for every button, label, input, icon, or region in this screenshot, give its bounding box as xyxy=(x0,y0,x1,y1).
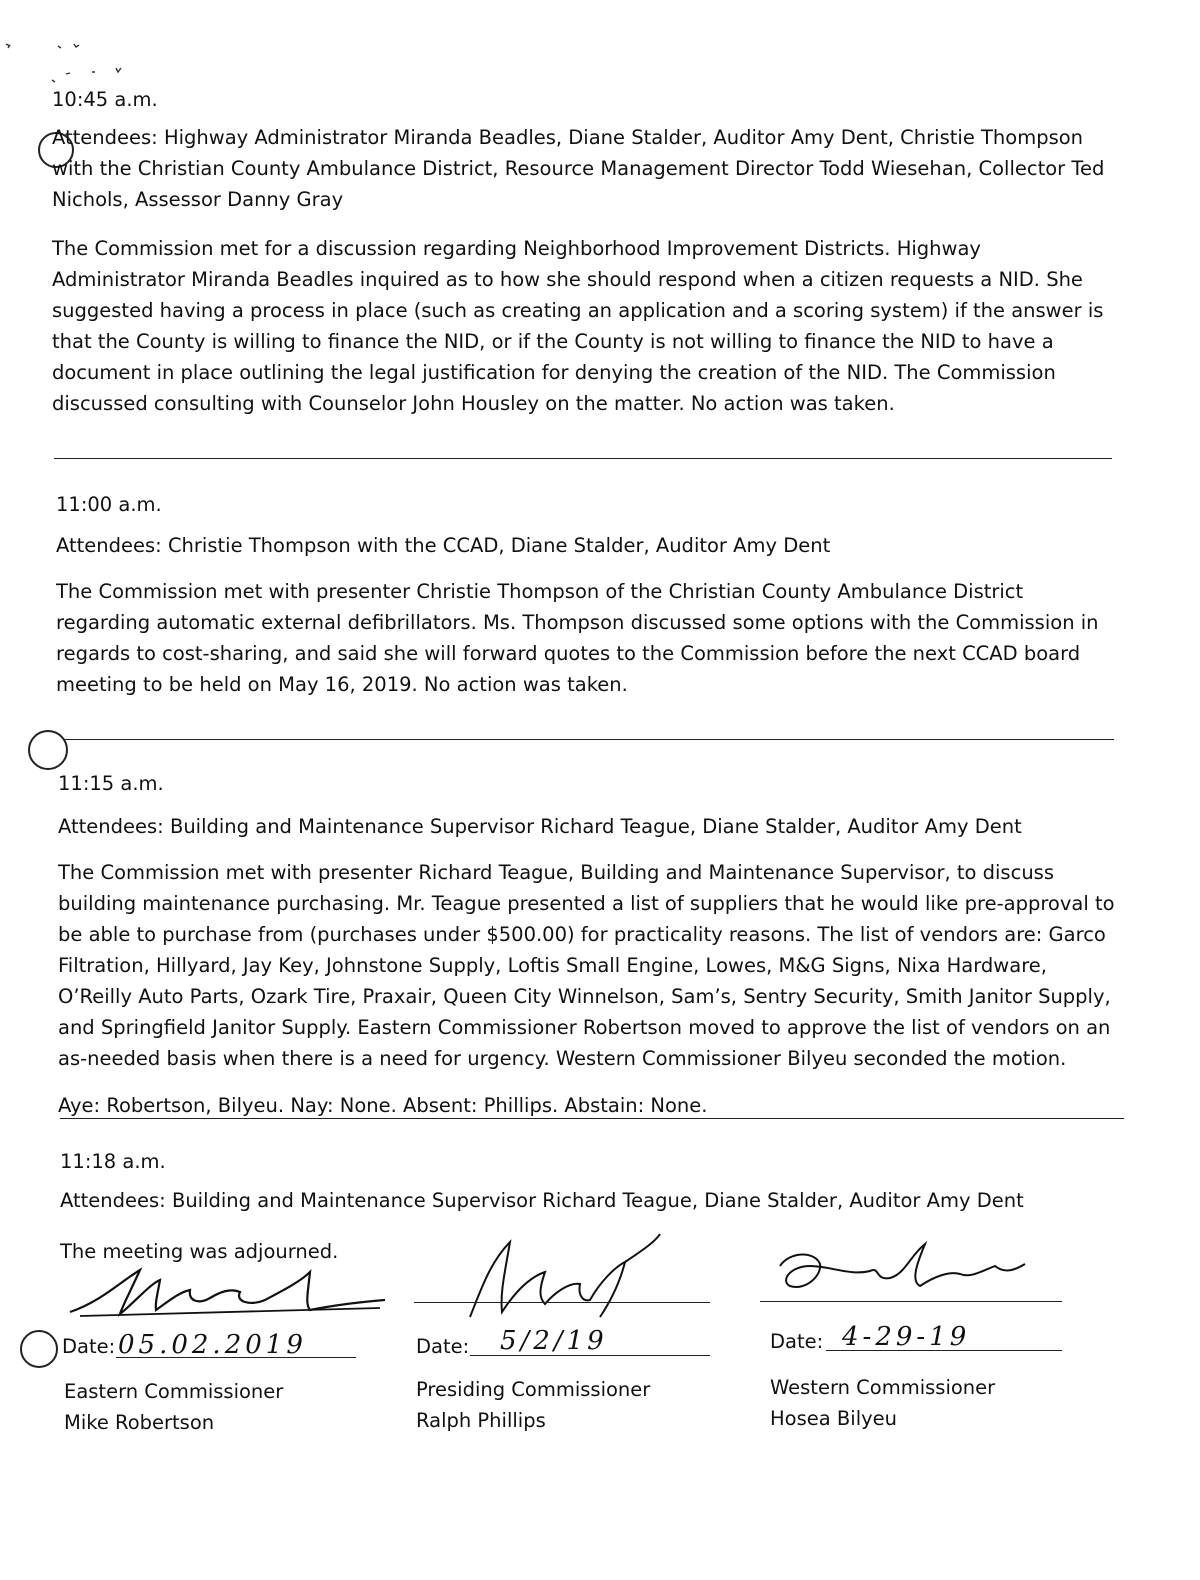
date-label: Date: xyxy=(416,1335,470,1358)
vote-record: Aye: Robertson, Bilyeu. Nay: None. Absent: Phillips. Abstain: None. xyxy=(58,1094,708,1117)
date-line xyxy=(116,1357,356,1358)
punch-hole-icon xyxy=(20,1330,58,1368)
signature-robertson xyxy=(60,1262,400,1322)
section-time: 11:00 a.m. xyxy=(56,493,162,516)
section-attendees: Attendees: Highway Administrator Miranda Beadles, Diane Stalder, Auditor Amy Dent, Christie Thompson with the Christian County Ambulance District, Resource Management Director Todd Wiesehan, Collector Ted Nichols, Assessor Danny Gray xyxy=(52,126,1105,211)
section-divider xyxy=(54,458,1112,459)
section-time: 10:45 a.m. xyxy=(52,88,158,111)
handwritten-date: 4-29-19 xyxy=(842,1322,971,1352)
section-attendees: Attendees: Building and Maintenance Supervisor Richard Teague, Diane Stalder, Auditor Amy Dent xyxy=(60,1189,1024,1212)
handwritten-date: 5/2/19 xyxy=(500,1326,608,1356)
section-body: The Commission met for a discussion regarding Neighborhood Improvement Districts. Highway Administrator Miranda Beadles inquired as to how she should respond when a citizen requests a NID. She suggested having a process in place (such as creating an application and a scoring system) if the answer is that the County is willing to finance the NID, or if the County is not willing to finance the NID to have a document in place outlining the legal justification for denying the creation of the NID. The Commission discussed consulting with Counselor John Housley on the matter. No action was taken. xyxy=(52,237,1104,415)
signer-title: Presiding Commissioner xyxy=(416,1378,651,1401)
section-divider xyxy=(60,1118,1124,1119)
section-attendees: Attendees: Christie Thompson with the CCAD, Diane Stalder, Auditor Amy Dent xyxy=(56,534,831,557)
date-label: Date: xyxy=(770,1330,824,1353)
section-time: 11:18 a.m. xyxy=(60,1150,166,1173)
date-label: Date: xyxy=(62,1335,116,1358)
signer-title: Eastern Commissioner xyxy=(64,1380,284,1403)
signer-name: Ralph Phillips xyxy=(416,1409,546,1432)
signature-line xyxy=(760,1301,1062,1302)
signature-bilyeu xyxy=(760,1236,1060,1306)
signer-name: Hosea Bilyeu xyxy=(770,1407,898,1430)
signature-line xyxy=(414,1302,710,1303)
section-body: The Commission met with presenter Christie Thompson of the Christian County Ambulance District regarding automatic external defibrillators. Ms. Thompson discussed some options with the Commission in regards to cost-sharing, and said she will forward quotes to the Commission before the next CCAD board meeting to be held on May 16, 2019. No action was taken. xyxy=(56,580,1099,696)
signer-name: Mike Robertson xyxy=(64,1411,215,1434)
signature-phillips xyxy=(410,1222,720,1327)
handwritten-date: 05.02.2019 xyxy=(118,1330,307,1360)
date-line xyxy=(826,1350,1062,1351)
signer-title: Western Commissioner xyxy=(770,1376,996,1399)
date-line xyxy=(470,1355,710,1356)
scan-specks xyxy=(0,30,140,90)
adjourned-note: The meeting was adjourned. xyxy=(60,1240,339,1263)
section-body: The Commission met with presenter Richard Teague, Building and Maintenance Supervisor, to discuss building maintenance purchasing. Mr. Teague presented a list of suppliers that he would like pre-approval to be able to purchase from (purchases under $500.00) for practicality reasons. The list of vendors are: Garco Filtration, Hillyard, Jay Key, Johnstone Supply, Loftis Small Engine, Lowes, M&G Signs, Nixa Hardware, O’Reilly Auto Parts, Ozark Tire, Praxair, Queen City Winnelson, Sam’s, Sentry Security, Smith Janitor Supply, and Springfield Janitor Supply. Eastern Commissioner Robertson moved to approve the list of vendors on an as-needed basis when there is a need for urgency. Western Commissioner Bilyeu seconded the motion. xyxy=(58,861,1115,1070)
section-divider xyxy=(64,739,1114,740)
section-time: 11:15 a.m. xyxy=(58,772,164,795)
punch-hole-icon xyxy=(28,730,68,770)
section-attendees: Attendees: Building and Maintenance Supervisor Richard Teague, Diane Stalder, Auditor Amy Dent xyxy=(58,815,1022,838)
